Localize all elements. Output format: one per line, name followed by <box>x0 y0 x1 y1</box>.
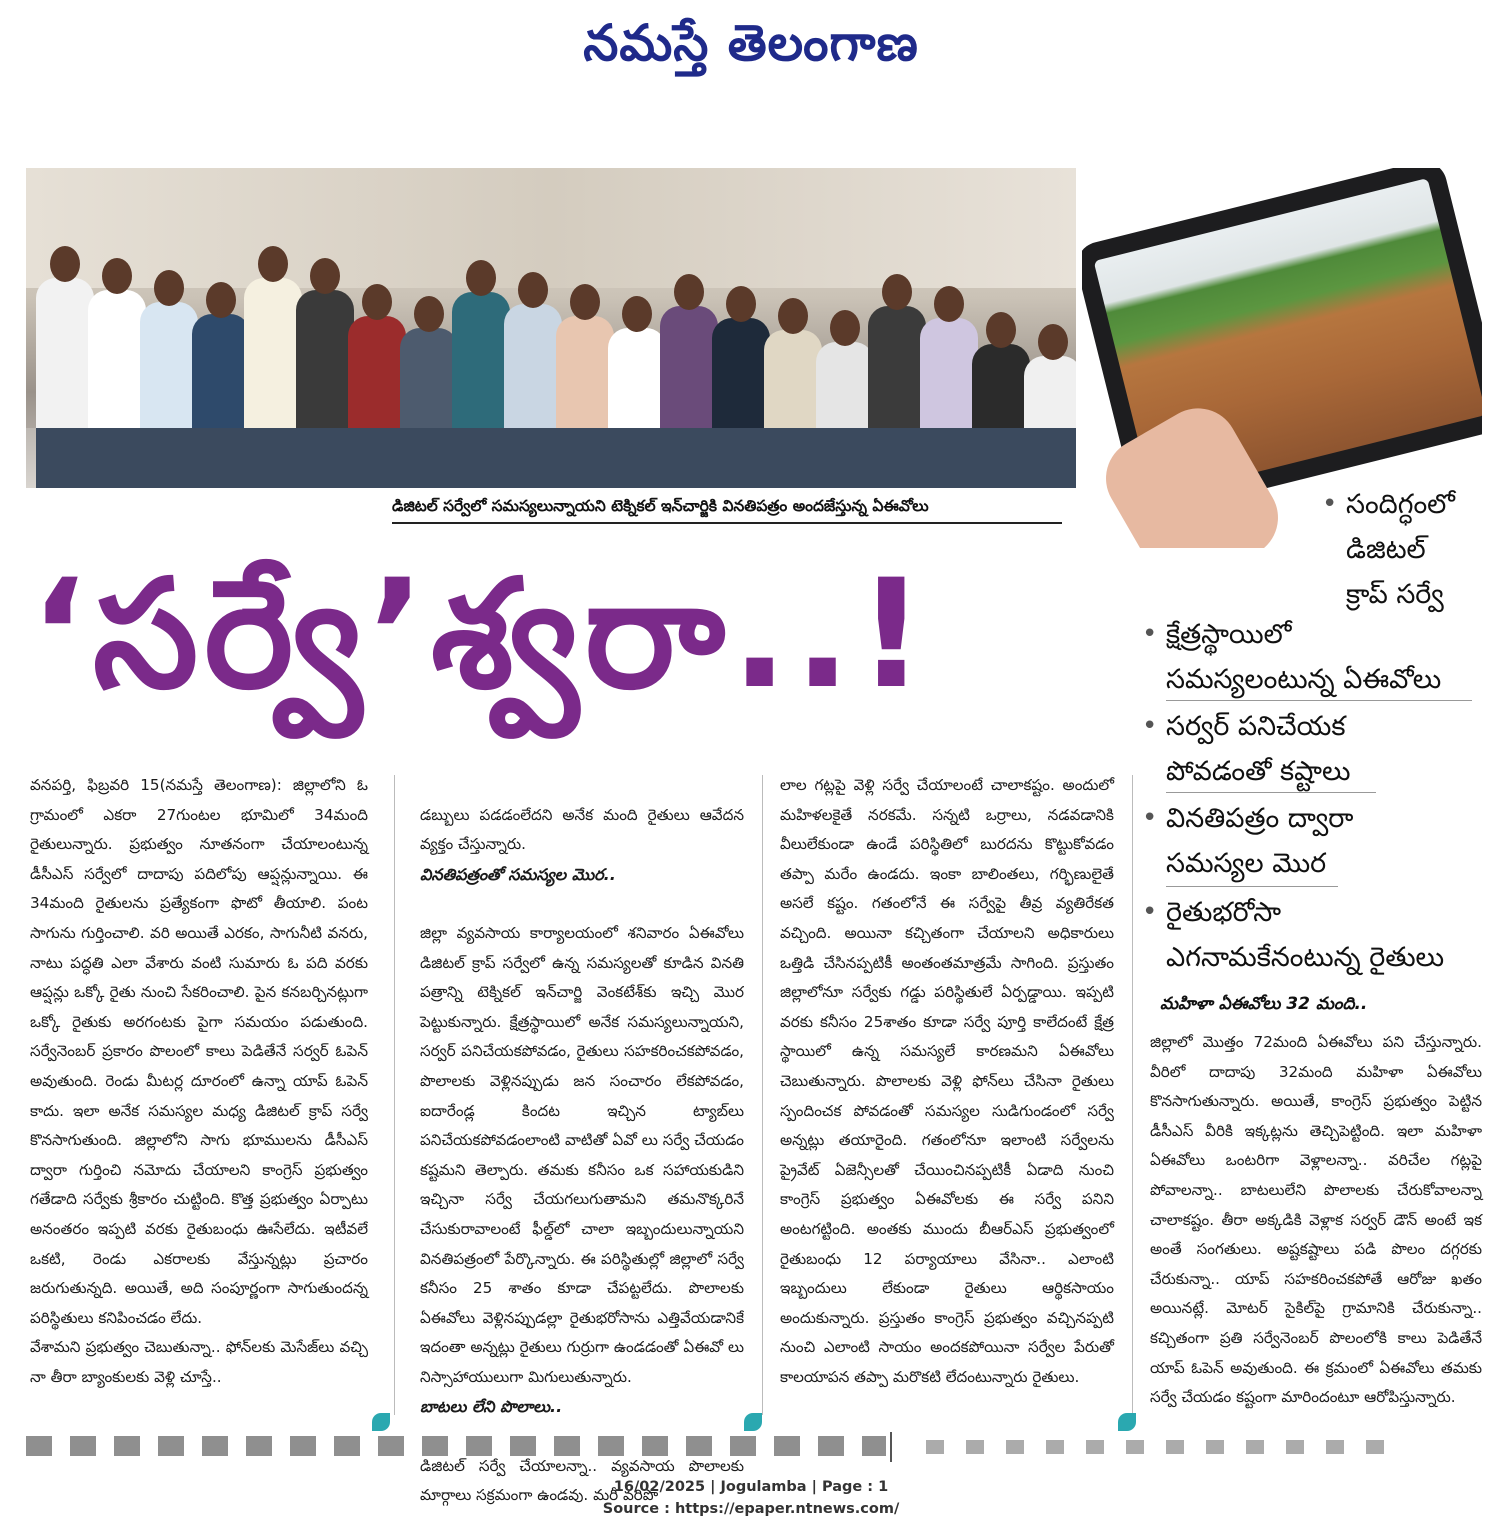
bullet-icon: • <box>1142 711 1158 741</box>
highlight-3 <box>1142 704 1351 794</box>
column-divider <box>394 775 395 1415</box>
person-silhouette <box>764 330 822 488</box>
person-silhouette <box>400 328 458 488</box>
bullet-icon: • <box>1142 803 1158 833</box>
person-silhouette <box>712 318 770 488</box>
person-head <box>206 282 236 318</box>
person-head <box>258 246 288 282</box>
highlight-line: వినతిపత్రం ద్వారా <box>1166 803 1354 834</box>
highlight-divider <box>1166 792 1376 793</box>
photo-caption: డిజిటల్ సర్వేలో సమస్యలున్నాయని టెక్నికల్ ఇన్‌చార్జికి వినతిపత్రం అందజేస్తున్న ఏఈవోలు <box>392 497 1062 524</box>
person-head <box>154 270 184 306</box>
article-column-4: జిల్లాలో మొత్తం 72మంది ఏఈవోలు పని చేస్తున్నారు. వీరిలో దాదాపు 32మంది మహిళా ఏఈవోలు కొనసాగుతున్నారు. అయితే, కాంగ్రెస్ ప్రభుత్వం పెట్టిన డీసీఎస్ వీరికి ఇక్కట్లను తెచ్చిపెట్టింది. ఇలా మహిళా ఏఈవోలు ఒంటరిగా వెళ్లాలన్నా.. వరిచేల గట్లపై పోవాలన్నా.. బాటలులేని పొలాలకు చేరుకోవాలన్నా చాలాకష్టం. తీరా అక్కడికి వెళ్లాక సర్వర్ డౌన్ అంటే ఇక అంతే సంగతులు. అష్టకష్టాలు పడి పొలం దగ్గరకు చేరుకున్నా.. యాప్ సహకరించకపోతే ఆరోజు ఖతం అయినట్లే. మోటర్ సైకిల్‌పై గ్రామానికి చేరుకున్నా.. కచ్చితంగా ప్రతి సర్వేనెంబర్ పొలంలోకి కాలు పెడితేనే యాప్ ఓపెన్ అవుతుంది. ఈ క్రమంలో ఏఈవోలు తమకు సర్వే చేయడం కష్టంగా మారిందంటూ ఆరోపిస్తున్నారు. <box>1150 1033 1482 1407</box>
person-silhouette <box>348 316 406 488</box>
subhead-no-roads: బాటలు లేని పొలాలు.. <box>420 1397 563 1417</box>
person-head <box>622 296 652 332</box>
person-head <box>778 298 808 334</box>
person-head <box>1038 324 1068 360</box>
person-head <box>414 296 444 332</box>
person-silhouette <box>972 344 1030 488</box>
highlight-divider <box>1166 700 1472 701</box>
masthead <box>0 8 1502 78</box>
person-head <box>882 274 912 310</box>
highlight-line: రైతుభరోసా <box>1166 897 1282 928</box>
person-head <box>674 274 704 310</box>
highlight-4 <box>1142 796 1354 886</box>
highlight-line: క్రాప్ సర్వే <box>1346 579 1444 610</box>
bullet-icon: • <box>1142 897 1158 927</box>
article-column-2 <box>420 771 744 1511</box>
highlight-1 <box>1322 482 1455 617</box>
person-head <box>310 258 340 294</box>
column-divider <box>762 775 763 1415</box>
leaf-icon <box>372 1413 390 1431</box>
masthead-title: నమస్తే తెలంగాణ <box>583 14 919 72</box>
person-head <box>102 258 132 294</box>
person-silhouette <box>556 316 614 488</box>
person-head <box>466 260 496 296</box>
highlight-line: పోవడంతో కష్టాలు <box>1166 756 1351 787</box>
photo-wall <box>26 168 1076 288</box>
cropped-next-headline <box>26 1432 1488 1462</box>
person-silhouette <box>140 302 198 488</box>
person-head <box>50 246 80 282</box>
person-silhouette <box>868 306 926 488</box>
highlight-line: సమస్యల మొర <box>1166 848 1327 879</box>
column-2-text-a: డబ్బులు పడడంలేదని అనేక మంది రైతులు ఆవేదన వ్యక్తం చేస్తున్నారు. <box>420 805 744 854</box>
highlight-line: సర్వర్ పనిచేయక <box>1166 711 1346 742</box>
person-head <box>362 284 392 320</box>
article-column-1: వనపర్తి, ఫిబ్రవరి 15(నమస్తే తెలంగాణ): జిల్లాలోని ఓ గ్రామంలో ఎకరా 27గుంటల భూమిలో 34మంది రైతులున్నారు. ప్రభుత్వం నూతనంగా చేయాలంటున్న డీసీఎస్ సర్వేలో దాదాపు పదిలోపు ఆప్షన్లున్నాయి. ఈ 34మంది రైతులను ప్రత్యేకంగా ఫొటో తీయాలి. పంట సాగును గుర్తించాలి. వరి అయితే ఎరకం, సాగునీటి వనరు, నాటు పద్ధతి ఎలా వేశారు వంటి సుమారు ఓ పది వరకు ఆప్షన్లు ఒక్కో రైతు నుంచి సేకరించాలి. పైన కనబర్చినట్లుగా ఒక్కో రైతుకు అరగంటకు పైగా సమయం పడుతుంది. సర్వేనెంబర్ ప్రకారం పొలంలో కాలు పెడితేనే సర్వర్ ఓపెన్ అవుతుంది. రెండు మీటర్ల దూరంలో ఉన్నా యాప్ ఓపెన్ కాదు. ఇలా అనేక సమస్యల మధ్య డిజిటల్ క్రాప్ సర్వే కొనసాగుతుంది. జిల్లాలోని సాగు భూములను డీసీఎస్ ద్వారా గుర్తించి నమోదు చేయాలని కాంగ్రెస్ ప్రభుత్వం గతేడాది సర్వేకు శ్రీకారం చుట్టింది. కొత్త ప్రభుత్వం ఏర్పాటు అనంతరం ఇప్పటి వరకు రైతుబంధు ఊసేలేదు. ఇటీవలే ఒకటి, రెండు ఎకరాలకు వేస్తున్నట్లు ప్రచారం జరుగుతున్నది. అయితే, అది సంపూర్ణంగా సాగుతుందన్న పరిస్థితులు కనిపించడం లేదు. వేశామని ప్రభుత్వం చెబుతున్నా.. ఫోన్‌లకు మెసేజ్‌లు వచ్చి నా తీరా బ్యాంకులకు వెళ్లి చూస్తే.. <box>30 776 368 1386</box>
column-2-text-b: జిల్లా వ్యవసాయ కార్యాలయంలో శనివారం ఏఈవోలు డిజిటల్ క్రాప్ సర్వేలో ఉన్న సమస్యలతో కూడిన వినతి పత్రాన్ని టెక్నికల్ ఇన్‌చార్జి వెంకటేశ్‌కు ఇచ్చి మొర పెట్టుకున్నారు. క్షేత్రస్థాయిలో అనేక సమస్యలున్నాయని, సర్వర్ పనిచేయకపోవడం, రైతులు సహకరించకపోవడం, పొలాలకు వెళ్లినప్పుడు జన సంచారం లేకపోవడం, ఐదారేండ్ల కిందట ఇచ్చిన ట్యాబ్‌లు పనిచేయకపోవడంలాంటి వాటితో ఏవో లు సర్వే చేయడం కష్టమని తెల్పారు. తమకు కనీసం ఒక సహాయకుడిని ఇచ్చినా సర్వే చేయగలుగుతామని తమనొక్కరినే చేసుకురావాలంటే ఫీల్డ్‌లో చాలా ఇబ్బందులున్నాయని వినతిపత్రంలో పేర్కొన్నారు. ఈ పరిస్థితుల్లో జిల్లాలో సర్వే కనీసం 25 శాతం కూడా చేపట్టలేదు. పొలాలకు ఏఈవోలు వెళ్లినప్పుడల్లా రైతుభరోసాను ఎత్తివేయడానికే ఇదంతా అన్నట్లు రైతులు గుర్రుగా ఉండడంతో ఏఈవో లు నిస్సాహాయులుగా మిగులుతున్నారు. <box>420 923 744 1386</box>
highlight-2 <box>1142 612 1442 702</box>
person-head <box>726 286 756 322</box>
person-head <box>570 284 600 320</box>
person-silhouette <box>36 278 94 488</box>
highlight-line: డిజిటల్ <box>1346 534 1426 565</box>
person-silhouette <box>452 292 510 488</box>
highlight-line: సందిగ్ధంలో <box>1346 489 1455 520</box>
leaf-icon <box>1118 1413 1136 1431</box>
highlight-divider <box>1166 886 1338 887</box>
leaf-icon <box>744 1413 762 1431</box>
person-head <box>934 286 964 322</box>
subhead-petition: వినతిపత్రంతో సమస్యల మొర.. <box>420 864 616 884</box>
person-silhouette <box>244 278 302 488</box>
column-divider <box>1132 775 1133 1415</box>
highlight-line: క్షేత్రస్థాయిలో <box>1166 619 1292 650</box>
bullet-icon: • <box>1322 489 1338 519</box>
subhead-women-aeos: మహిళా ఏఈవోలు 32 మంది.. <box>1160 994 1368 1014</box>
person-head <box>518 272 548 308</box>
footer-source[interactable]: Source : https://epaper.ntnews.com/ <box>602 1501 900 1517</box>
person-head <box>986 312 1016 348</box>
person-silhouette <box>816 342 874 488</box>
strip-divider <box>890 1432 892 1462</box>
cropped-text-right <box>926 1440 1406 1454</box>
column-2-text-c: డిజిటల్ సర్వే చేయాలన్నా.. వ్యవసాయ పొలాలకు మార్గాలు సక్రమంగా ఉండవు. మరీ వరిపొ <box>420 1456 744 1505</box>
person-silhouette <box>1024 356 1076 488</box>
person-silhouette <box>88 290 146 488</box>
footer-date-edition: 16/02/2025 | Jogulamba | Page : 1 <box>613 1479 889 1495</box>
person-silhouette <box>296 290 354 488</box>
footer <box>0 1476 1502 1520</box>
person-silhouette <box>660 306 718 488</box>
article-column-3: లాల గట్లపై వెళ్లి సర్వే చేయాలంటే చాలాకష్టం. అందులో మహిళలకైతే నరకమే. సన్నటి ఒర్రాలు, నడవడానికి వీలులేకుండా ఉండే పరిస్థితిలో బురదను కొట్టుకోవడం తప్పా మరేం ఉండదు. ఇంకా బాలింతలు, గర్భిణులైతే అసలే కష్టం. గతంలోనే ఈ సర్వేపై తీవ్ర వ్యతిరేకత వచ్చింది. అయినా కచ్చితంగా చేయాలని అధికారులు ఒత్తిడి చేసినప్పటికీ అంతంతమాత్రమే సాగింది. ప్రస్తుతం జిల్లాలోనూ సర్వేకు గడ్డు పరిస్థితులే ఏర్పడ్డాయి. ఇప్పటి వరకు కనీసం 25శాతం కూడా సర్వే పూర్తి కాలేదంటే క్షేత్ర స్థాయిలో ఉన్న సమస్యలే కారణమని ఏఈవోలు చెబుతున్నారు. పొలాలకు వెళ్లి ఫోన్‌లు చేసినా రైతులు స్పందించక పోవడంతో సమస్యల సుడిగుండంలో సర్వే అన్నట్లు తయారైంది. గతంలోనూ ఇలాంటి సర్వేలను ప్రైవేట్ ఏజెన్సీలతో చేయించినప్పటికీ ఏడాది నుంచి కాంగ్రెస్ ప్రభుత్వం ఏఈవోలకు ఈ సర్వే పనిని అంటగట్టింది. అంతకు ముందు బీఆర్ఎస్ ప్రభుత్వంలో రైతుబంధు 12 పర్యాయాలు వేసినా.. ఎలాంటి ఇబ్బందులు లేకుండా రైతులు ఆర్థికసాయం అందుకున్నారు. ప్రస్తుతం కాంగ్రెస్ ప్రభుత్వం వచ్చినప్పటి నుంచి ఎలాంటి సాయం అందకపోయినా సర్వేల పేరుతో కాలయాపన తప్పా మరొకటి లేదంటున్నారు రైతులు. <box>780 776 1114 1386</box>
highlight-5 <box>1142 890 1445 980</box>
headline: ‘సర్వే’శ్వరా..! <box>30 548 932 722</box>
person-head <box>830 310 860 346</box>
highlight-line: సమస్యలంటున్న ఏఈవోలు <box>1166 664 1442 695</box>
group-photo <box>26 168 1076 488</box>
person-silhouette <box>920 318 978 488</box>
cropped-text-left <box>26 1436 886 1456</box>
person-silhouette <box>504 304 562 488</box>
person-silhouette <box>192 314 250 488</box>
bullet-icon: • <box>1142 619 1158 649</box>
person-silhouette <box>608 328 666 488</box>
highlight-line: ఎగనామకేనంటున్న రైతులు <box>1166 942 1445 973</box>
